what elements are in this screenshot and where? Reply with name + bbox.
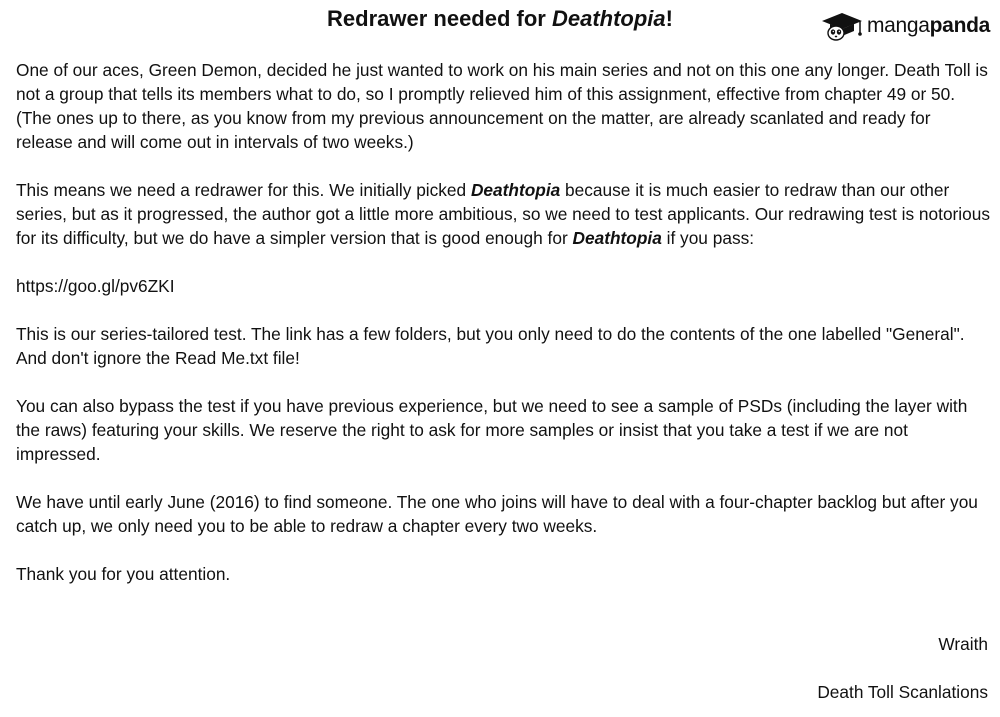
title-suffix: !	[665, 6, 673, 31]
signature-name: Wraith	[938, 634, 988, 654]
paragraph-5: We have until early June (2016) to find someone. The one who joins will have to deal with a four-chapter backlog but after you catch up, we only need you to be able to redraw a chapter every two weeks.	[16, 492, 978, 536]
p2-text-c: because it is much easier to redraw than our other series, but as it progressed, the author got a little more ambitious, so we need to test applicants. Our redrawing test is notorious for its difficulty, but we do have a simpler version that is good enough for	[16, 180, 991, 248]
paragraph-1: One of our aces, Green Demon, decided he just wanted to work on his main series and not on this one any longer. Death Toll is not a group that tells its members what to do, so I promptly relieved him of this assignment, effective from chapter 49 or 50. (The ones up to there, as you know from my previous announcement on the matter, are already scanlated and ready for release and will come out in intervals of two weeks.)	[16, 60, 988, 152]
paragraph-3: This is our series-tailored test. The link has a few folders, but you only need to do the contents of the one labelled "General". And don't ignore the Read Me.txt file!	[16, 324, 965, 368]
announcement-body	[16, 58, 991, 610]
signature-group: Death Toll Scanlations	[817, 682, 988, 702]
paragraph-2	[16, 178, 991, 250]
logo-wordmark	[867, 8, 990, 44]
paragraph-4: You can also bypass the test if you have previous experience, but we need to see a sample of PSDs (including the layer with the raws) featuring your skills. We reserve the right to ask for more samples or insist that you take a test if we are not impressed.	[16, 396, 968, 464]
paragraph-6: Thank you for you attention.	[16, 564, 231, 584]
p2-series-2: Deathtopia	[572, 228, 662, 248]
p2-series-1: Deathtopia	[470, 180, 561, 200]
logo-part-manga: manga	[866, 14, 930, 37]
title-prefix: Redrawer needed for	[327, 6, 552, 31]
title-series: Deathtopia	[551, 6, 666, 31]
p2-text-e: if you pass:	[661, 228, 755, 248]
logo-part-panda: panda	[929, 14, 990, 37]
mangapanda-logo	[820, 8, 990, 44]
panda-icon	[820, 9, 864, 43]
p2-text-a: This means we need a redrawer for this. We initially picked	[16, 180, 471, 200]
test-link: https://goo.gl/pv6ZKI	[16, 276, 175, 296]
